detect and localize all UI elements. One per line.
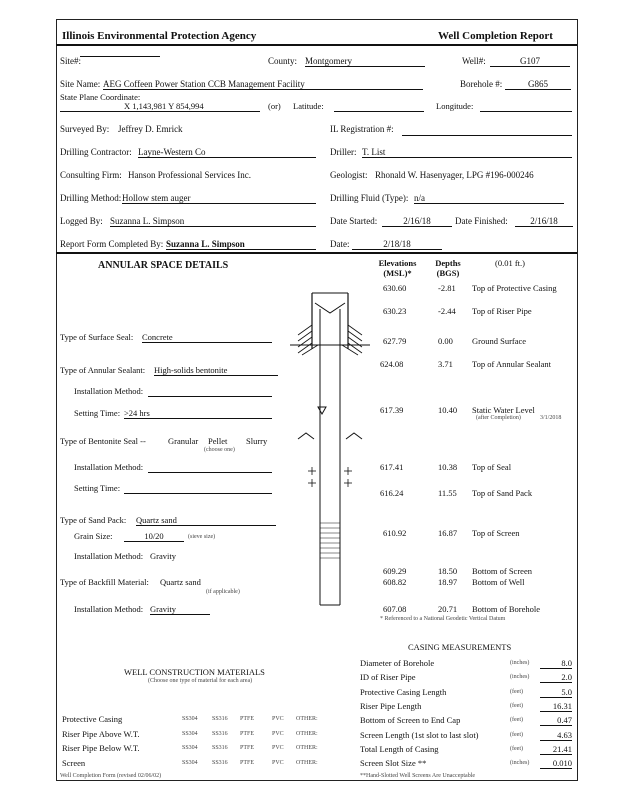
choose-one-note: (choose one)	[204, 447, 235, 453]
date-label: Date:	[330, 239, 350, 249]
level-depth: 10.38	[438, 462, 458, 472]
casing-row-value[interactable]: 8.0	[540, 658, 572, 669]
seal-install-field[interactable]	[148, 462, 272, 473]
level-elev: 617.39	[380, 405, 404, 415]
level-depth: 10.40	[438, 405, 458, 415]
surveyed-by-label: Surveyed By:	[60, 124, 110, 134]
bentonite-opt-granular[interactable]: Granular	[168, 436, 199, 446]
annular-install-label: Installation Method:	[74, 386, 144, 396]
casing-row-value[interactable]: 4.63	[540, 730, 572, 741]
level-elev: 630.60	[383, 283, 407, 293]
casing-row-value[interactable]: 2.0	[540, 672, 572, 683]
sand-pack-label: Type of Sand Pack:	[60, 515, 127, 525]
grain-size-field[interactable]: 10/20	[124, 531, 184, 542]
material-option[interactable]: PTFE	[240, 760, 255, 766]
borehole-field[interactable]: G865	[505, 79, 571, 90]
sieve-size-note: (sieve size)	[188, 534, 216, 540]
level-elev: 627.79	[383, 336, 407, 346]
elevations-header: Elevations (MSL)*	[378, 258, 417, 278]
level-elev: 608.82	[383, 577, 407, 587]
date-started-field[interactable]: 2/16/18	[382, 216, 452, 227]
borehole-label: Borehole #:	[460, 79, 503, 89]
consulting-firm-value[interactable]: Hanson Professional Services Inc.	[128, 170, 251, 180]
drilling-method-label: Drilling Method:	[60, 193, 122, 203]
material-option[interactable]: SS316	[212, 731, 228, 737]
material-option[interactable]: OTHER:	[296, 731, 318, 737]
material-option[interactable]: SS316	[212, 716, 228, 722]
state-plane-label: State Plane Coordinate:	[60, 92, 141, 102]
material-option[interactable]: PTFE	[240, 745, 255, 751]
casing-row-label: Total Length of Casing	[360, 744, 439, 754]
driller-label: Driller:	[330, 147, 357, 157]
logged-by-field[interactable]: Suzanna L. Simpson	[110, 216, 316, 227]
level-depth: -2.81	[438, 283, 456, 293]
surface-seal-field[interactable]: Concrete	[142, 332, 272, 343]
level-depth: 18.50	[438, 566, 458, 576]
site-num-label: Site#:	[60, 56, 82, 66]
casing-row-value[interactable]: 0.47	[540, 715, 572, 726]
casing-row-value[interactable]: 0.010	[540, 758, 572, 769]
material-row-label: Protective Casing	[62, 714, 123, 724]
well-label: Well#:	[462, 56, 486, 66]
static-note: (after Completion)	[476, 415, 521, 421]
latitude-label: Latitude:	[293, 101, 324, 111]
hand-slotted-note: **Hand-Slotted Well Screens Are Unacceptable	[360, 773, 476, 779]
static-note-date: 3/1/2018	[540, 415, 562, 421]
casing-row-unit: (feet)	[510, 689, 523, 695]
consulting-firm-label: Consulting Firm:	[60, 170, 122, 180]
sand-install-value[interactable]: Gravity	[150, 551, 176, 561]
level-elev: 607.08	[383, 604, 407, 614]
report-completed-label: Report Form Completed By:	[60, 239, 164, 249]
backfill-value[interactable]: Quartz sand	[160, 577, 201, 587]
report-completed-field[interactable]: Suzanna L. Simpson	[166, 239, 316, 250]
if-applicable-note: (if applicable)	[206, 589, 240, 595]
level-elev: 624.08	[380, 359, 404, 369]
bentonite-seal-label: Type of Bentonite Seal --	[60, 436, 146, 446]
level-label: Bottom of Borehole	[472, 604, 540, 614]
casing-row-unit: (feet)	[510, 732, 523, 738]
material-option[interactable]: SS304	[182, 745, 198, 751]
level-label: Bottom of Well	[472, 577, 525, 587]
level-depth: 20.71	[438, 604, 458, 614]
casing-row-unit: (feet)	[510, 717, 523, 723]
casing-row-value[interactable]: 21.41	[540, 744, 572, 755]
annular-sealant-label: Type of Annular Sealant:	[60, 365, 146, 375]
setting-time-label: Setting Time:	[74, 408, 121, 418]
drilling-fluid-label: Drilling Fluid (Type):	[330, 193, 409, 203]
bentonite-opt-slurry[interactable]: Slurry	[246, 436, 268, 446]
seal-install-label: Installation Method:	[74, 462, 144, 472]
casing-row-unit: (inches)	[510, 674, 530, 680]
grain-size-label: Grain Size:	[74, 531, 113, 541]
setting-time-field[interactable]: >24 hrs	[124, 408, 272, 419]
material-row-label: Screen	[62, 758, 86, 768]
backfill-label: Type of Backfill Material:	[60, 577, 149, 587]
date-finished-label: Date Finished:	[455, 216, 508, 226]
level-depth: 0.00	[438, 336, 453, 346]
date-started-label: Date Started:	[330, 216, 378, 226]
casing-title: CASING MEASUREMENTS	[408, 642, 512, 652]
state-plane-field[interactable]: X 1,143,981 Y 854,994	[60, 101, 260, 112]
level-label: Top of Screen	[472, 528, 520, 538]
annular-sealant-field[interactable]: High-solids bentonite	[154, 365, 278, 376]
latitude-field[interactable]	[334, 101, 424, 112]
level-label: Static Water Level	[472, 405, 535, 415]
backfill-install-label: Installation Method:	[74, 604, 144, 614]
depths-header: Depths (BGS)	[435, 258, 461, 278]
material-option[interactable]: OTHER:	[296, 716, 318, 722]
site-name-label: Site Name:	[60, 79, 101, 89]
material-option[interactable]: SS316	[212, 745, 228, 751]
header-divider	[56, 44, 577, 46]
level-label: Ground Surface	[472, 336, 527, 346]
well-field[interactable]: G107	[490, 56, 570, 67]
section-divider	[56, 252, 577, 254]
footnote: * Referenced to a National Geodetic Vertical Datum	[380, 616, 506, 622]
date-field[interactable]: 2/18/18	[352, 239, 442, 250]
or-label: (or)	[268, 101, 281, 111]
site-name-field[interactable]: AEG Coffeen Power Station CCB Management Facility	[103, 79, 423, 90]
level-label: Top of Annular Sealant	[472, 359, 551, 369]
level-depth: 16.87	[438, 528, 458, 538]
material-option[interactable]: OTHER:	[296, 745, 318, 751]
level-depth: 3.71	[438, 359, 453, 369]
precision-header: (0.01 ft.)	[495, 258, 525, 268]
geologist-label: Geologist:	[330, 170, 368, 180]
surveyed-by-value[interactable]: Jeffrey D. Emrick	[118, 124, 183, 134]
level-elev: 610.92	[383, 528, 407, 538]
site-num-field[interactable]	[80, 56, 160, 57]
surface-seal-label: Type of Surface Seal:	[60, 332, 134, 342]
drilling-contractor-label: Drilling Contractor:	[60, 147, 132, 157]
material-option[interactable]: PVC	[272, 716, 284, 722]
level-elev: 616.24	[380, 488, 404, 498]
longitude-label: Longitude:	[436, 101, 474, 111]
material-option[interactable]: OTHER:	[296, 760, 318, 766]
casing-row-value[interactable]: 5.0	[540, 687, 572, 698]
casing-row-label: Screen Slot Size **	[360, 758, 427, 768]
county-label: County:	[268, 56, 298, 66]
il-reg-field[interactable]	[402, 124, 572, 136]
level-label: Top of Seal	[472, 462, 512, 472]
annular-title: ANNULAR SPACE DETAILS	[98, 260, 229, 271]
geologist-value[interactable]: Rhonald W. Hasenyager, LPG #196-000246	[375, 170, 534, 180]
material-option[interactable]: SS316	[212, 760, 228, 766]
material-option[interactable]: SS304	[182, 731, 198, 737]
annular-install-field[interactable]	[148, 386, 272, 397]
county-field[interactable]: Montgomery	[305, 56, 425, 67]
materials-title: WELL CONSTRUCTION MATERIALS	[124, 667, 265, 677]
seal-setting-time-label: Setting Time:	[74, 483, 121, 493]
sand-pack-field[interactable]: Quartz sand	[136, 515, 276, 526]
material-row-label: Riser Pipe Below W.T.	[62, 743, 140, 753]
casing-row-label: Bottom of Screen to End Cap	[360, 715, 461, 725]
material-option[interactable]: PTFE	[240, 731, 255, 737]
driller-field[interactable]: T. List	[362, 147, 572, 158]
casing-row-unit: (inches)	[510, 660, 530, 666]
material-option[interactable]: PVC	[272, 731, 284, 737]
level-depth: -2.44	[438, 306, 456, 316]
level-label: Top of Protective Casing	[472, 283, 557, 293]
material-option[interactable]: PVC	[272, 760, 284, 766]
level-label: Top of Sand Pack	[472, 488, 533, 498]
material-row-label: Riser Pipe Above W.T.	[62, 729, 140, 739]
level-elev: 630.23	[383, 306, 407, 316]
agency-name: Illinois Environmental Protection Agency	[62, 30, 257, 42]
il-reg-label: IL Registration #:	[330, 124, 394, 134]
casing-row-label: Riser Pipe Length	[360, 701, 422, 711]
well-diagram	[290, 285, 370, 625]
drilling-method-field[interactable]: Hollow stem auger	[122, 193, 316, 204]
level-elev: 609.29	[383, 566, 407, 576]
date-finished-field[interactable]: 2/16/18	[515, 216, 573, 227]
casing-row-label: Diameter of Borehole	[360, 658, 435, 668]
backfill-install-field[interactable]: Gravity	[150, 604, 210, 615]
drilling-fluid-field[interactable]: n/a	[414, 193, 564, 204]
material-option[interactable]: PVC	[272, 745, 284, 751]
materials-subtitle: (Choose one type of material for each area)	[148, 678, 253, 684]
level-label: Bottom of Screen	[472, 566, 532, 576]
casing-row-unit: (feet)	[510, 703, 523, 709]
seal-setting-time-field[interactable]	[124, 483, 272, 494]
level-elev: 617.41	[380, 462, 404, 472]
level-depth: 11.55	[438, 488, 457, 498]
level-depth: 18.97	[438, 577, 458, 587]
sand-install-label: Installation Method:	[74, 551, 144, 561]
form-id: Well Completion Form (revised 02/06/02)	[60, 773, 162, 779]
casing-row-label: ID of Riser Pipe	[360, 672, 416, 682]
material-option[interactable]: SS304	[182, 760, 198, 766]
drilling-contractor-field[interactable]: Layne-Western Co	[138, 147, 316, 158]
bentonite-opt-pellet[interactable]: Pellet	[208, 436, 228, 446]
longitude-field[interactable]	[480, 101, 572, 112]
form-title: Well Completion Report	[438, 30, 553, 42]
level-label: Top of Riser Pipe	[472, 306, 532, 316]
material-option[interactable]: SS304	[182, 716, 198, 722]
casing-row-unit: (feet)	[510, 746, 523, 752]
casing-row-label: Screen Length (1st slot to last slot)	[360, 730, 479, 740]
casing-row-label: Protective Casing Length	[360, 687, 447, 697]
casing-row-value[interactable]: 16.31	[540, 701, 572, 712]
casing-row-unit: (inches)	[510, 760, 530, 766]
material-option[interactable]: PTFE	[240, 716, 255, 722]
logged-by-label: Logged By:	[60, 216, 103, 226]
